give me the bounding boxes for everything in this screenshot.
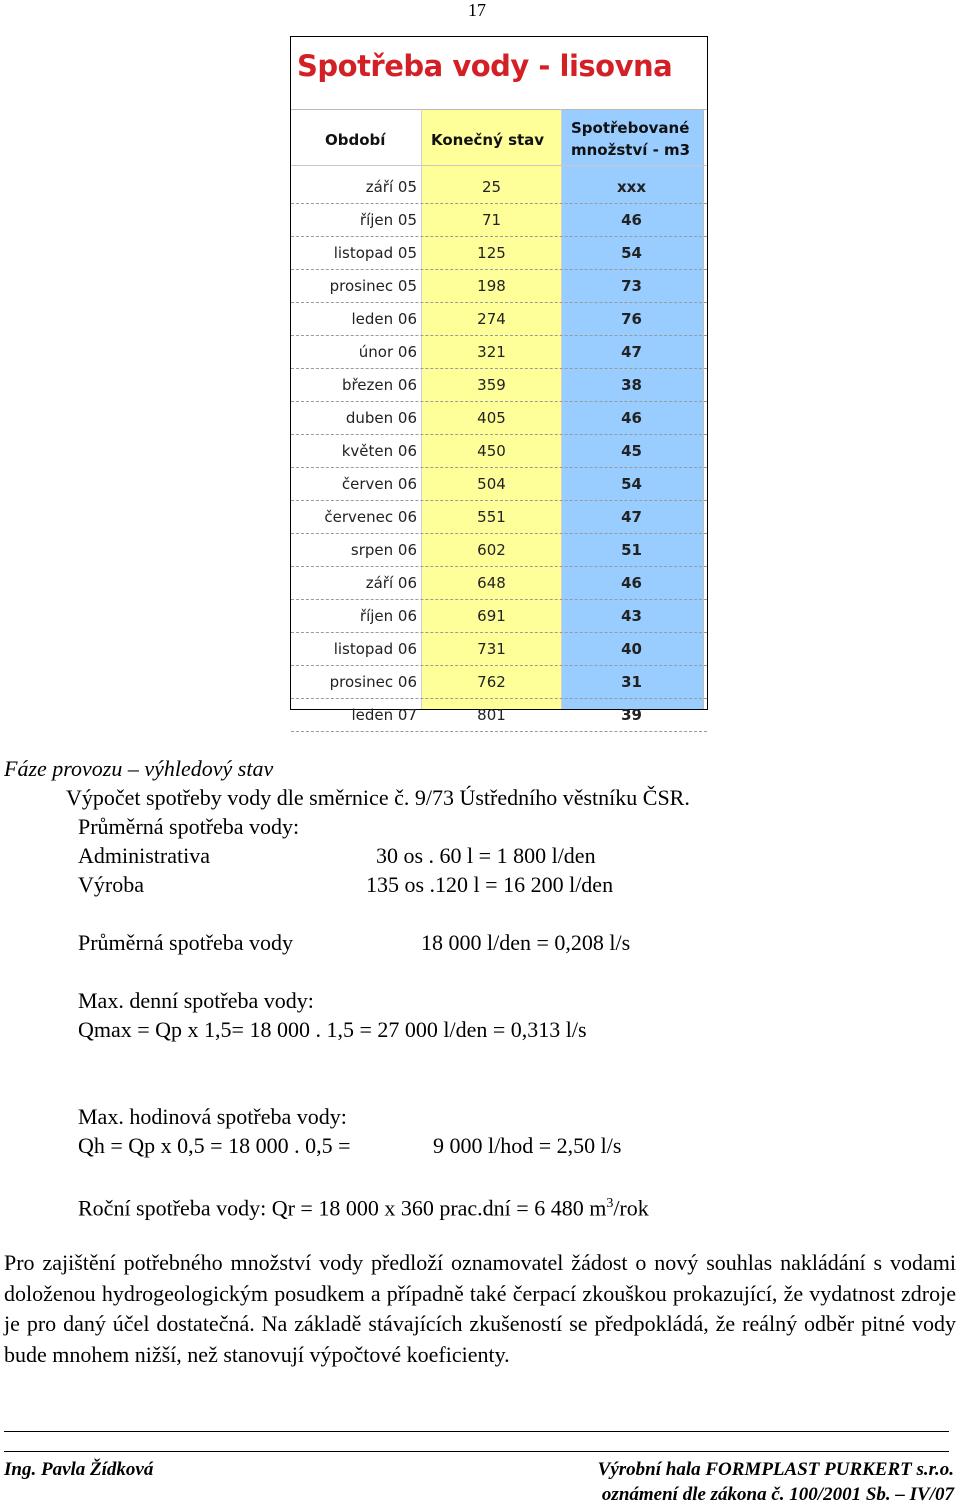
period-cell: duben 06 bbox=[345, 409, 417, 427]
max-hourly-value: 9 000 l/hod = 2,50 l/s bbox=[433, 1133, 622, 1158]
footer-author: Ing. Pavla Žídková bbox=[4, 1459, 154, 1480]
period-cell: listopad 05 bbox=[333, 244, 417, 262]
consumption-cell: 54 bbox=[621, 475, 642, 493]
final-state-cell: 405 bbox=[477, 409, 506, 427]
table-row bbox=[291, 204, 707, 237]
water-consumption-table bbox=[290, 36, 708, 724]
page-number: 17 bbox=[468, 0, 486, 20]
period-cell: prosinec 06 bbox=[329, 673, 417, 691]
final-state-cell: 321 bbox=[477, 343, 506, 361]
period-cell: únor 06 bbox=[358, 343, 417, 361]
final-state-cell: 198 bbox=[477, 277, 506, 295]
consumption-cell: 47 bbox=[621, 508, 642, 526]
final-state-cell: 648 bbox=[477, 574, 506, 592]
table-row bbox=[291, 699, 707, 732]
body-paragraph: Pro zajištění potřebného množství vody předloží oznamovatel žádost o nový souhlas nakládání s vodami doloženou hydrogeologickým posudkem a případně také čerpací zkouškou prokazující, že vydatnost zdroje je pro daný účel dostatečná. Na základě stávajících zkušeností se předpokládá, že reálný odběr pitné vody bude mnohem nižší, než stanovují výpočtové koeficienty. bbox=[4, 1250, 956, 1367]
period-cell: leden 06 bbox=[351, 310, 417, 328]
footer-rule-top bbox=[4, 1431, 949, 1432]
final-state-cell: 450 bbox=[477, 442, 506, 460]
consumption-cell: 47 bbox=[621, 343, 642, 361]
period-cell: březen 06 bbox=[341, 376, 417, 394]
final-state-cell: 359 bbox=[477, 376, 506, 394]
consumption-cell: 39 bbox=[621, 706, 642, 724]
footer-rule-bottom bbox=[4, 1451, 949, 1452]
max-hourly-formula: Qh = Qp x 0,5 = 18 000 . 0,5 = bbox=[78, 1133, 351, 1158]
consumption-cell: xxx bbox=[616, 178, 647, 196]
table-row bbox=[291, 237, 707, 270]
header-consumption-line1: Spotřebované bbox=[571, 119, 690, 137]
consumption-cell: 46 bbox=[621, 574, 642, 592]
final-state-cell: 801 bbox=[477, 706, 506, 724]
consumption-cell: 31 bbox=[621, 673, 642, 691]
table-row bbox=[291, 468, 707, 501]
final-state-cell: 731 bbox=[477, 640, 506, 658]
period-cell: listopad 06 bbox=[333, 640, 417, 658]
final-state-cell: 71 bbox=[481, 211, 502, 229]
avg-label: Průměrná spotřeba vody: bbox=[78, 814, 300, 839]
final-state-cell: 125 bbox=[477, 244, 506, 262]
consumption-cell: 46 bbox=[621, 211, 642, 229]
period-cell: leden 07 bbox=[351, 706, 417, 724]
table-row bbox=[291, 402, 707, 435]
final-state-cell: 551 bbox=[477, 508, 506, 526]
period-cell: prosinec 05 bbox=[329, 277, 417, 295]
table-row bbox=[291, 270, 707, 303]
consumption-cell: 76 bbox=[621, 310, 642, 328]
period-cell: srpen 06 bbox=[350, 541, 417, 559]
admin-label: Administrativa bbox=[78, 843, 210, 868]
max-daily-label: Max. denní spotřeba vody: bbox=[78, 988, 314, 1013]
period-cell: červen 06 bbox=[341, 475, 417, 493]
avg-total-label: Průměrná spotřeba vody bbox=[78, 930, 294, 955]
consumption-cell: 46 bbox=[621, 409, 642, 427]
calc-intro: Výpočet spotřeby vody dle směrnice č. 9/73 Ústředního věstníku ČSR. bbox=[66, 785, 690, 810]
annual-suffix: /rok bbox=[613, 1195, 649, 1221]
final-state-cell: 274 bbox=[477, 310, 506, 328]
period-cell: říjen 06 bbox=[359, 607, 417, 625]
header-divider bbox=[291, 165, 707, 166]
table-row bbox=[291, 567, 707, 600]
avg-total-value: 18 000 l/den = 0,208 l/s bbox=[421, 930, 631, 955]
consumption-cell: 38 bbox=[621, 376, 642, 394]
final-state-cell: 25 bbox=[481, 178, 502, 196]
period-cell: květen 06 bbox=[341, 442, 417, 460]
table-row bbox=[291, 633, 707, 666]
period-cell: říjen 05 bbox=[359, 211, 417, 229]
header-consumption-line2: množství - m3 bbox=[571, 141, 691, 159]
header-period: Období bbox=[325, 131, 386, 149]
table-body bbox=[291, 171, 707, 732]
production-value: 135 os .120 l = 16 200 l/den bbox=[366, 872, 614, 897]
table-row bbox=[291, 534, 707, 567]
consumption-cell: 40 bbox=[621, 640, 642, 658]
max-hourly-label: Max. hodinová spotřeba vody: bbox=[78, 1104, 347, 1129]
consumption-cell: 54 bbox=[621, 244, 642, 262]
section-heading: Fáze provozu – výhledový stav bbox=[4, 756, 274, 781]
table-row bbox=[291, 336, 707, 369]
table-title: Spotřeba vody - lisovna bbox=[297, 49, 673, 83]
table-row bbox=[291, 435, 707, 468]
max-daily-formula: Qmax = Qp x 1,5= 18 000 . 1,5 = 27 000 l/den = 0,313 l/s bbox=[78, 1017, 587, 1042]
annual-sup: 3 bbox=[606, 1196, 614, 1211]
table-row bbox=[291, 303, 707, 336]
production-label: Výroba bbox=[78, 872, 144, 897]
final-state-cell: 762 bbox=[477, 673, 506, 691]
header-final-state: Konečný stav bbox=[431, 131, 545, 149]
final-state-cell: 602 bbox=[477, 541, 506, 559]
table-row bbox=[291, 171, 707, 204]
annual-prefix: Roční spotřeba vody: Qr = 18 000 x 360 prac.dní = 6 480 m bbox=[78, 1195, 607, 1221]
admin-value: 30 os . 60 l = 1 800 l/den bbox=[376, 843, 596, 868]
title-divider bbox=[291, 109, 707, 110]
table-row bbox=[291, 666, 707, 699]
final-state-cell: 691 bbox=[477, 607, 506, 625]
consumption-cell: 73 bbox=[621, 277, 642, 295]
table-row bbox=[291, 501, 707, 534]
final-state-cell: 504 bbox=[477, 475, 506, 493]
consumption-cell: 45 bbox=[621, 442, 642, 460]
period-cell: červenec 06 bbox=[324, 508, 417, 526]
period-cell: září 05 bbox=[365, 178, 417, 196]
header-consumption bbox=[571, 117, 690, 161]
annual-consumption bbox=[78, 1191, 649, 1221]
consumption-cell: 43 bbox=[621, 607, 642, 625]
footer-reference: oznámení dle zákona č. 100/2001 Sb. – IV/07 bbox=[601, 1484, 954, 1505]
table-row bbox=[291, 600, 707, 633]
table-row bbox=[291, 369, 707, 402]
footer-project: Výrobní hala FORMPLAST PURKERT s.r.o. bbox=[597, 1459, 954, 1480]
consumption-cell: 51 bbox=[621, 541, 642, 559]
period-cell: září 06 bbox=[365, 574, 417, 592]
